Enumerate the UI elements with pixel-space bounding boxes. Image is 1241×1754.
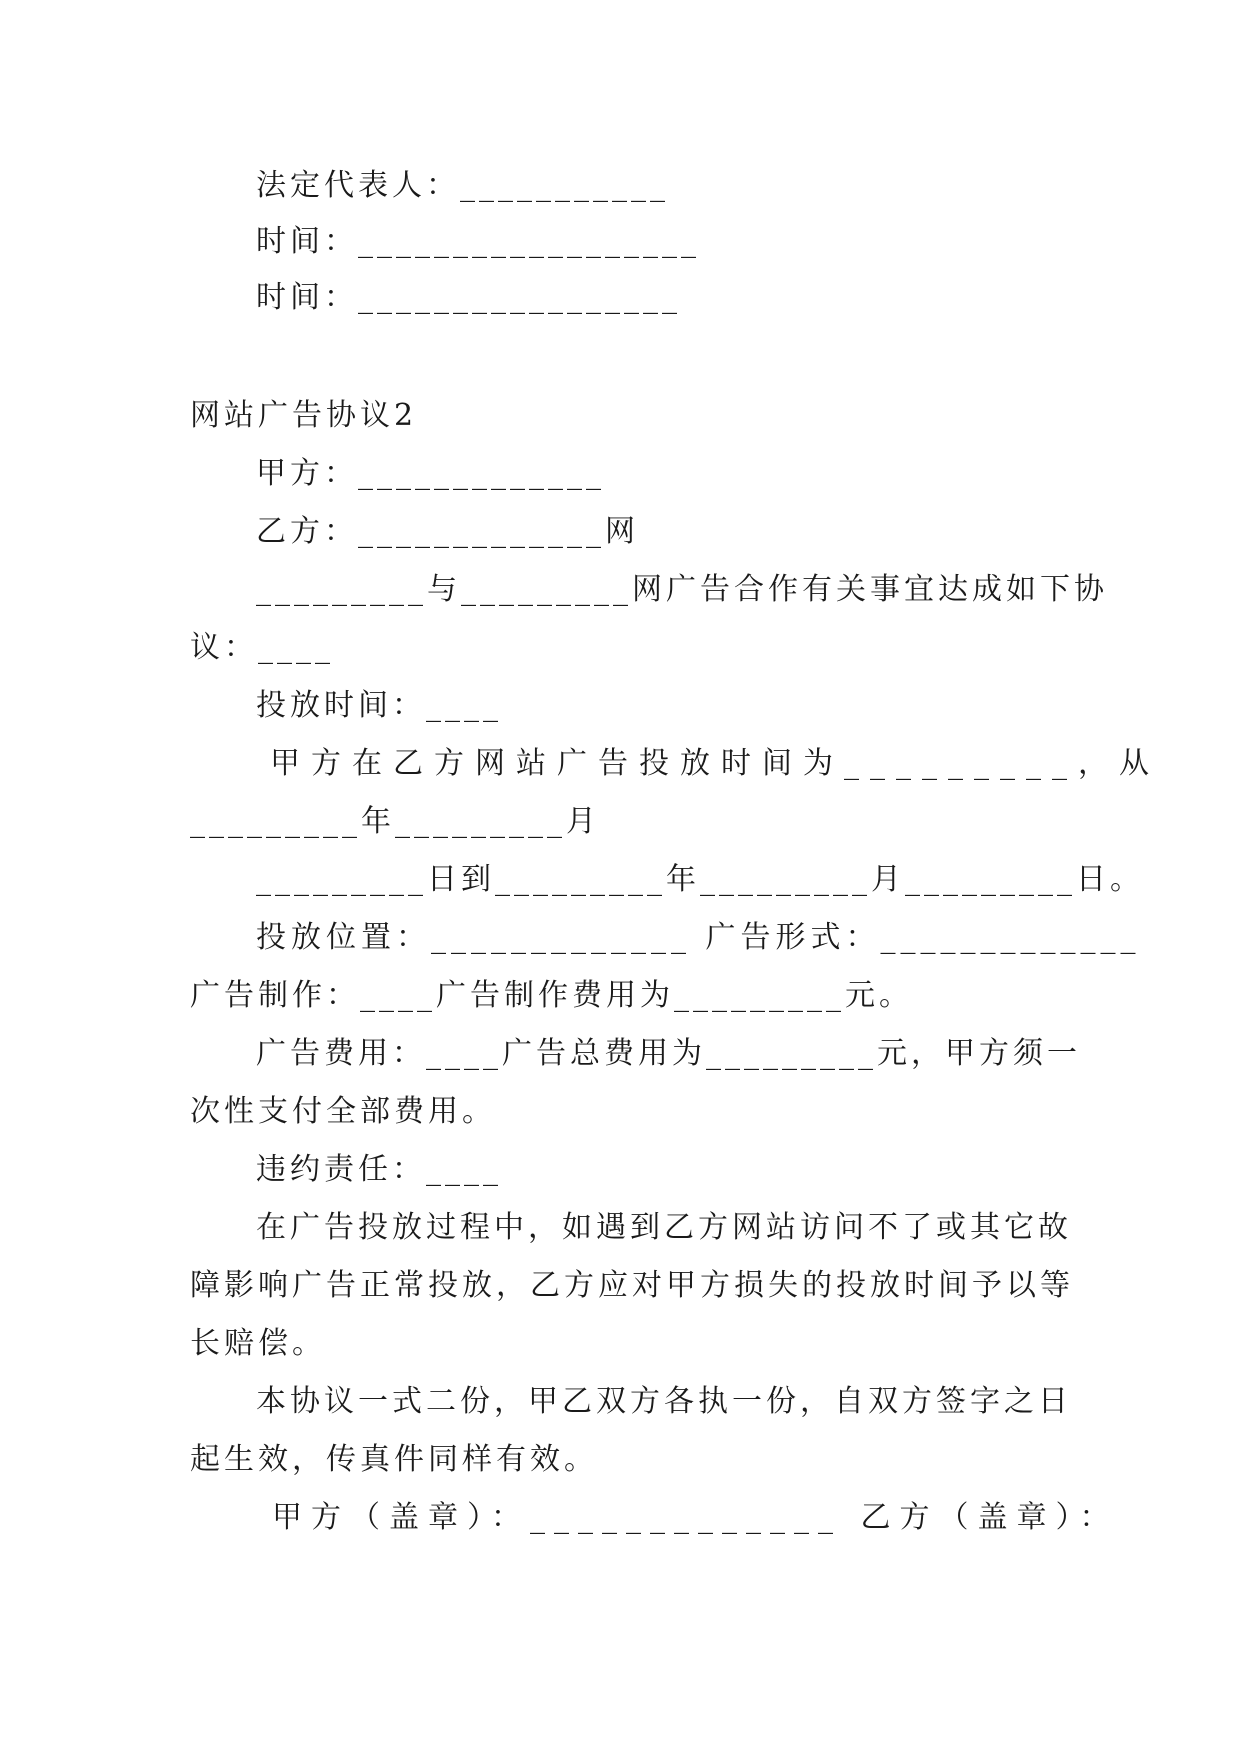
copies-line-1: 本协议一式二份，甲乙双方各执一份，自双方签字之日 — [256, 1384, 1072, 1419]
ad-fee-line-1: 广告费用：____广告总费用为_________元，甲方须一 — [256, 1036, 1081, 1071]
agreement-title: 网站广告协议2 — [190, 398, 418, 433]
ad-production-line: 广告制作：____广告制作费用为_________元。 — [190, 978, 913, 1013]
preamble-line-1: _________与_________网广告合作有关事宜达成如下协 — [256, 572, 1108, 607]
party-a-line: 甲方：_____________ — [256, 456, 605, 491]
signature-line: 甲方（盖章）：_____________ 乙方（盖章）： — [272, 1500, 1119, 1535]
breach-line-2: 障影响广告正常投放，乙方应对甲方损失的投放时间予以等 — [190, 1268, 1074, 1303]
breach-heading: 违约责任：____ — [256, 1152, 502, 1187]
placement-time-line-1: 甲方在乙方网站广告投放时间为_________，从 — [270, 746, 1160, 781]
time-line-2: 时间：_________________ — [256, 280, 681, 315]
legal-representative-line: 法定代表人：___________ — [256, 168, 669, 203]
ad-fee-line-2: 次性支付全部费用。 — [190, 1094, 496, 1129]
time-line-1: 时间：__________________ — [256, 224, 700, 259]
breach-line-1: 在广告投放过程中，如遇到乙方网站访问不了或其它故 — [256, 1210, 1072, 1245]
breach-line-3: 长赔偿。 — [190, 1326, 326, 1361]
copies-line-2: 起生效，传真件同样有效。 — [190, 1442, 598, 1477]
placement-time-line-2: _________年_________月 — [190, 804, 600, 839]
placement-time-line-3: _________日到_________年_________月_________日。 — [256, 862, 1144, 897]
preamble-line-2: 议：____ — [190, 630, 334, 665]
party-b-line: 乙方：_____________网 — [256, 514, 639, 549]
placement-position-line: 投放位置：_____________ 广告形式：_____________ — [256, 920, 1141, 955]
placement-time-heading: 投放时间：____ — [256, 688, 502, 723]
